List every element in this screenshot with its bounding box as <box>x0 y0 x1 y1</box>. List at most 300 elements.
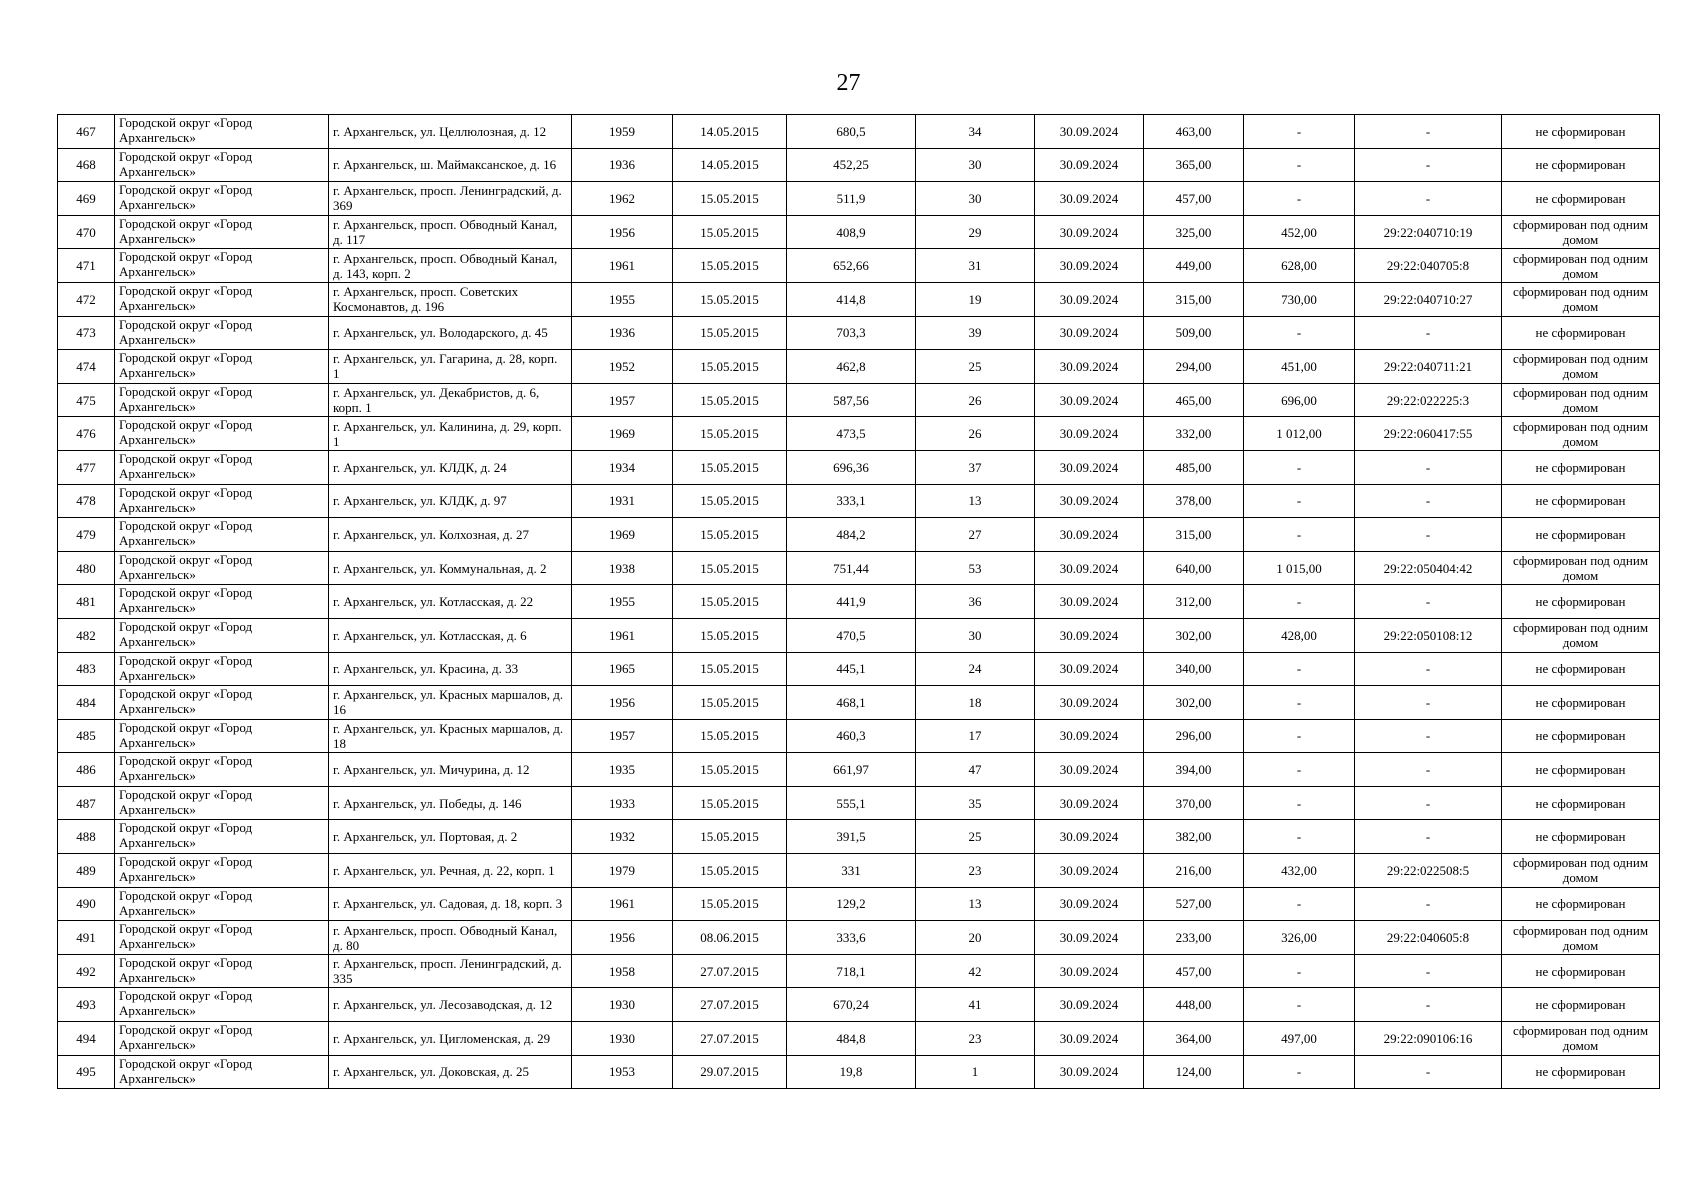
municipality-cell: Городской округ «Город Архангельск» <box>115 417 329 451</box>
cadastral-number-cell: - <box>1355 1055 1502 1089</box>
residents-cell: 23 <box>916 854 1035 888</box>
area-cell: 718,1 <box>787 954 916 988</box>
land-status-cell: не сформирован <box>1502 786 1660 820</box>
row-number-cell: 495 <box>58 1055 115 1089</box>
inclusion-date-cell: 15.05.2015 <box>673 215 787 249</box>
footprint-area-cell: 485,00 <box>1144 450 1244 484</box>
build-year-cell: 1979 <box>572 854 673 888</box>
table-row <box>58 215 1660 249</box>
municipality-cell: Городской округ «Город Архангельск» <box>115 652 329 686</box>
row-number-cell: 473 <box>58 316 115 350</box>
land-status-cell: не сформирован <box>1502 518 1660 552</box>
footprint-area-cell: 302,00 <box>1144 686 1244 720</box>
land-area-cell: - <box>1244 820 1355 854</box>
municipality-cell: Городской округ «Город Архангельск» <box>115 686 329 720</box>
address-cell: г. Архангельск, ул. КЛДК, д. 97 <box>329 484 572 518</box>
registry-body <box>58 115 1660 1089</box>
footprint-area-cell: 294,00 <box>1144 350 1244 384</box>
residents-cell: 19 <box>916 282 1035 316</box>
inclusion-date-cell: 15.05.2015 <box>673 417 787 451</box>
build-year-cell: 1956 <box>572 686 673 720</box>
planned-date-cell: 30.09.2024 <box>1035 786 1144 820</box>
municipality-cell: Городской округ «Город Архангельск» <box>115 786 329 820</box>
planned-date-cell: 30.09.2024 <box>1035 450 1144 484</box>
residents-cell: 31 <box>916 249 1035 283</box>
address-cell: г. Архангельск, просп. Ленинградский, д. 335 <box>329 954 572 988</box>
municipality-cell: Городской округ «Город Архангельск» <box>115 854 329 888</box>
inclusion-date-cell: 27.07.2015 <box>673 988 787 1022</box>
row-number-cell: 471 <box>58 249 115 283</box>
footprint-area-cell: 315,00 <box>1144 518 1244 552</box>
footprint-area-cell: 509,00 <box>1144 316 1244 350</box>
land-area-cell: - <box>1244 988 1355 1022</box>
row-number-cell: 487 <box>58 786 115 820</box>
cadastral-number-cell: - <box>1355 652 1502 686</box>
build-year-cell: 1952 <box>572 350 673 384</box>
build-year-cell: 1955 <box>572 282 673 316</box>
area-cell: 445,1 <box>787 652 916 686</box>
table-row <box>58 518 1660 552</box>
address-cell: г. Архангельск, ул. Целлюлозная, д. 12 <box>329 115 572 149</box>
footprint-area-cell: 315,00 <box>1144 282 1244 316</box>
land-status-cell: сформирован под одним домом <box>1502 1022 1660 1056</box>
residents-cell: 37 <box>916 450 1035 484</box>
footprint-area-cell: 312,00 <box>1144 585 1244 619</box>
planned-date-cell: 30.09.2024 <box>1035 350 1144 384</box>
cadastral-number-cell: - <box>1355 585 1502 619</box>
cadastral-number-cell: 29:22:022225:3 <box>1355 383 1502 417</box>
area-cell: 696,36 <box>787 450 916 484</box>
inclusion-date-cell: 15.05.2015 <box>673 719 787 753</box>
planned-date-cell: 30.09.2024 <box>1035 484 1144 518</box>
cadastral-number-cell: - <box>1355 786 1502 820</box>
land-status-cell: сформирован под одним домом <box>1502 215 1660 249</box>
residents-cell: 36 <box>916 585 1035 619</box>
table-row <box>58 988 1660 1022</box>
cadastral-number-cell: 29:22:040605:8 <box>1355 921 1502 955</box>
municipality-cell: Городской округ «Город Архангельск» <box>115 719 329 753</box>
residents-cell: 34 <box>916 115 1035 149</box>
area-cell: 511,9 <box>787 182 916 216</box>
municipality-cell: Городской округ «Город Архангельск» <box>115 450 329 484</box>
table-row <box>58 316 1660 350</box>
row-number-cell: 489 <box>58 854 115 888</box>
planned-date-cell: 30.09.2024 <box>1035 719 1144 753</box>
table-row <box>58 1022 1660 1056</box>
area-cell: 587,56 <box>787 383 916 417</box>
table-row <box>58 249 1660 283</box>
build-year-cell: 1953 <box>572 1055 673 1089</box>
address-cell: г. Архангельск, ул. Доковская, д. 25 <box>329 1055 572 1089</box>
address-cell: г. Архангельск, просп. Советских Космонавтов, д. 196 <box>329 282 572 316</box>
cadastral-number-cell: - <box>1355 719 1502 753</box>
residents-cell: 25 <box>916 820 1035 854</box>
footprint-area-cell: 382,00 <box>1144 820 1244 854</box>
land-area-cell: 628,00 <box>1244 249 1355 283</box>
row-number-cell: 467 <box>58 115 115 149</box>
residents-cell: 25 <box>916 350 1035 384</box>
build-year-cell: 1930 <box>572 988 673 1022</box>
land-status-cell: не сформирован <box>1502 316 1660 350</box>
build-year-cell: 1934 <box>572 450 673 484</box>
planned-date-cell: 30.09.2024 <box>1035 618 1144 652</box>
residents-cell: 24 <box>916 652 1035 686</box>
land-status-cell: не сформирован <box>1502 450 1660 484</box>
area-cell: 19,8 <box>787 1055 916 1089</box>
table-row <box>58 551 1660 585</box>
address-cell: г. Архангельск, ул. Красных маршалов, д. 16 <box>329 686 572 720</box>
row-number-cell: 469 <box>58 182 115 216</box>
address-cell: г. Архангельск, просп. Обводный Канал, д. 143, корп. 2 <box>329 249 572 283</box>
land-area-cell: - <box>1244 450 1355 484</box>
footprint-area-cell: 448,00 <box>1144 988 1244 1022</box>
inclusion-date-cell: 15.05.2015 <box>673 753 787 787</box>
residents-cell: 41 <box>916 988 1035 1022</box>
footprint-area-cell: 449,00 <box>1144 249 1244 283</box>
land-area-cell: 730,00 <box>1244 282 1355 316</box>
build-year-cell: 1935 <box>572 753 673 787</box>
address-cell: г. Архангельск, ул. Колхозная, д. 27 <box>329 518 572 552</box>
row-number-cell: 480 <box>58 551 115 585</box>
row-number-cell: 472 <box>58 282 115 316</box>
inclusion-date-cell: 27.07.2015 <box>673 954 787 988</box>
land-area-cell: - <box>1244 753 1355 787</box>
footprint-area-cell: 527,00 <box>1144 887 1244 921</box>
footprint-area-cell: 216,00 <box>1144 854 1244 888</box>
table-row <box>58 618 1660 652</box>
build-year-cell: 1957 <box>572 383 673 417</box>
address-cell: г. Архангельск, ул. Коммунальная, д. 2 <box>329 551 572 585</box>
inclusion-date-cell: 15.05.2015 <box>673 484 787 518</box>
land-status-cell: не сформирован <box>1502 988 1660 1022</box>
row-number-cell: 470 <box>58 215 115 249</box>
municipality-cell: Городской округ «Город Архангельск» <box>115 316 329 350</box>
cadastral-number-cell: - <box>1355 148 1502 182</box>
table-row <box>58 182 1660 216</box>
table-row <box>58 585 1660 619</box>
residents-cell: 42 <box>916 954 1035 988</box>
planned-date-cell: 30.09.2024 <box>1035 249 1144 283</box>
residents-cell: 13 <box>916 887 1035 921</box>
land-status-cell: сформирован под одним домом <box>1502 551 1660 585</box>
footprint-area-cell: 457,00 <box>1144 954 1244 988</box>
land-area-cell: 428,00 <box>1244 618 1355 652</box>
cadastral-number-cell: 29:22:040705:8 <box>1355 249 1502 283</box>
inclusion-date-cell: 15.05.2015 <box>673 518 787 552</box>
land-status-cell: не сформирован <box>1502 719 1660 753</box>
municipality-cell: Городской округ «Город Архангельск» <box>115 383 329 417</box>
inclusion-date-cell: 15.05.2015 <box>673 450 787 484</box>
cadastral-number-cell: - <box>1355 518 1502 552</box>
residents-cell: 53 <box>916 551 1035 585</box>
table-row <box>58 450 1660 484</box>
table-row <box>58 887 1660 921</box>
land-area-cell: - <box>1244 719 1355 753</box>
residents-cell: 30 <box>916 618 1035 652</box>
address-cell: г. Архангельск, ул. Садовая, д. 18, корп. 3 <box>329 887 572 921</box>
planned-date-cell: 30.09.2024 <box>1035 887 1144 921</box>
municipality-cell: Городской округ «Город Архангельск» <box>115 753 329 787</box>
land-area-cell: 451,00 <box>1244 350 1355 384</box>
page-number: 27 <box>836 70 861 96</box>
planned-date-cell: 30.09.2024 <box>1035 854 1144 888</box>
address-cell: г. Архангельск, просп. Обводный Канал, д. 80 <box>329 921 572 955</box>
land-status-cell: сформирован под одним домом <box>1502 417 1660 451</box>
build-year-cell: 1933 <box>572 786 673 820</box>
build-year-cell: 1955 <box>572 585 673 619</box>
municipality-cell: Городской округ «Город Архангельск» <box>115 618 329 652</box>
land-status-cell: не сформирован <box>1502 182 1660 216</box>
row-number-cell: 481 <box>58 585 115 619</box>
planned-date-cell: 30.09.2024 <box>1035 921 1144 955</box>
build-year-cell: 1961 <box>572 618 673 652</box>
residents-cell: 1 <box>916 1055 1035 1089</box>
land-status-cell: не сформирован <box>1502 115 1660 149</box>
row-number-cell: 483 <box>58 652 115 686</box>
cadastral-number-cell: - <box>1355 954 1502 988</box>
build-year-cell: 1936 <box>572 316 673 350</box>
build-year-cell: 1965 <box>572 652 673 686</box>
footprint-area-cell: 394,00 <box>1144 753 1244 787</box>
area-cell: 470,5 <box>787 618 916 652</box>
planned-date-cell: 30.09.2024 <box>1035 954 1144 988</box>
inclusion-date-cell: 15.05.2015 <box>673 316 787 350</box>
land-area-cell: - <box>1244 182 1355 216</box>
footprint-area-cell: 233,00 <box>1144 921 1244 955</box>
area-cell: 680,5 <box>787 115 916 149</box>
land-status-cell: не сформирован <box>1502 1055 1660 1089</box>
residents-cell: 27 <box>916 518 1035 552</box>
land-area-cell: - <box>1244 686 1355 720</box>
area-cell: 462,8 <box>787 350 916 384</box>
area-cell: 333,1 <box>787 484 916 518</box>
land-area-cell: 497,00 <box>1244 1022 1355 1056</box>
municipality-cell: Городской округ «Город Архангельск» <box>115 182 329 216</box>
build-year-cell: 1969 <box>572 518 673 552</box>
footprint-area-cell: 302,00 <box>1144 618 1244 652</box>
municipality-cell: Городской округ «Город Архангельск» <box>115 954 329 988</box>
planned-date-cell: 30.09.2024 <box>1035 383 1144 417</box>
inclusion-date-cell: 15.05.2015 <box>673 182 787 216</box>
footprint-area-cell: 124,00 <box>1144 1055 1244 1089</box>
area-cell: 391,5 <box>787 820 916 854</box>
land-area-cell: - <box>1244 887 1355 921</box>
inclusion-date-cell: 15.05.2015 <box>673 282 787 316</box>
planned-date-cell: 30.09.2024 <box>1035 316 1144 350</box>
inclusion-date-cell: 15.05.2015 <box>673 652 787 686</box>
row-number-cell: 468 <box>58 148 115 182</box>
planned-date-cell: 30.09.2024 <box>1035 1055 1144 1089</box>
residents-cell: 13 <box>916 484 1035 518</box>
address-cell: г. Архангельск, ул. Декабристов, д. 6, корп. 1 <box>329 383 572 417</box>
address-cell: г. Архангельск, ул. Калинина, д. 29, корп. 1 <box>329 417 572 451</box>
land-area-cell: - <box>1244 484 1355 518</box>
table-row <box>58 383 1660 417</box>
table-row <box>58 282 1660 316</box>
table-row <box>58 719 1660 753</box>
land-area-cell: - <box>1244 316 1355 350</box>
land-area-cell: 326,00 <box>1244 921 1355 955</box>
footprint-area-cell: 365,00 <box>1144 148 1244 182</box>
residents-cell: 26 <box>916 417 1035 451</box>
footprint-area-cell: 463,00 <box>1144 115 1244 149</box>
land-status-cell: сформирован под одним домом <box>1502 618 1660 652</box>
land-area-cell: - <box>1244 148 1355 182</box>
land-status-cell: не сформирован <box>1502 686 1660 720</box>
row-number-cell: 482 <box>58 618 115 652</box>
cadastral-number-cell: - <box>1355 450 1502 484</box>
cadastral-number-cell: - <box>1355 686 1502 720</box>
land-status-cell: не сформирован <box>1502 148 1660 182</box>
build-year-cell: 1961 <box>572 887 673 921</box>
housing-registry-table <box>57 114 1660 1089</box>
land-area-cell: - <box>1244 1055 1355 1089</box>
row-number-cell: 474 <box>58 350 115 384</box>
address-cell: г. Архангельск, просп. Обводный Канал, д. 117 <box>329 215 572 249</box>
row-number-cell: 492 <box>58 954 115 988</box>
residents-cell: 30 <box>916 182 1035 216</box>
land-area-cell: - <box>1244 652 1355 686</box>
municipality-cell: Городской округ «Город Архангельск» <box>115 484 329 518</box>
table-row <box>58 652 1660 686</box>
address-cell: г. Архангельск, ул. Гагарина, д. 28, корп. 1 <box>329 350 572 384</box>
build-year-cell: 1930 <box>572 1022 673 1056</box>
footprint-area-cell: 640,00 <box>1144 551 1244 585</box>
municipality-cell: Городской округ «Город Архангельск» <box>115 988 329 1022</box>
address-cell: г. Архангельск, ул. Красных маршалов, д. 18 <box>329 719 572 753</box>
land-area-cell: - <box>1244 954 1355 988</box>
cadastral-number-cell: - <box>1355 316 1502 350</box>
row-number-cell: 477 <box>58 450 115 484</box>
area-cell: 661,97 <box>787 753 916 787</box>
row-number-cell: 485 <box>58 719 115 753</box>
residents-cell: 26 <box>916 383 1035 417</box>
cadastral-number-cell: 29:22:022508:5 <box>1355 854 1502 888</box>
municipality-cell: Городской округ «Город Архангельск» <box>115 551 329 585</box>
table-row <box>58 786 1660 820</box>
planned-date-cell: 30.09.2024 <box>1035 686 1144 720</box>
land-area-cell: 452,00 <box>1244 215 1355 249</box>
planned-date-cell: 30.09.2024 <box>1035 518 1144 552</box>
footprint-area-cell: 340,00 <box>1144 652 1244 686</box>
build-year-cell: 1938 <box>572 551 673 585</box>
inclusion-date-cell: 15.05.2015 <box>673 383 787 417</box>
area-cell: 333,6 <box>787 921 916 955</box>
inclusion-date-cell: 15.05.2015 <box>673 786 787 820</box>
land-status-cell: сформирован под одним домом <box>1502 249 1660 283</box>
row-number-cell: 479 <box>58 518 115 552</box>
table-row <box>58 417 1660 451</box>
build-year-cell: 1969 <box>572 417 673 451</box>
cadastral-number-cell: - <box>1355 887 1502 921</box>
cadastral-number-cell: - <box>1355 753 1502 787</box>
build-year-cell: 1959 <box>572 115 673 149</box>
build-year-cell: 1957 <box>572 719 673 753</box>
planned-date-cell: 30.09.2024 <box>1035 282 1144 316</box>
residents-cell: 35 <box>916 786 1035 820</box>
land-status-cell: не сформирован <box>1502 887 1660 921</box>
cadastral-number-cell: 29:22:040710:27 <box>1355 282 1502 316</box>
planned-date-cell: 30.09.2024 <box>1035 417 1144 451</box>
land-status-cell: сформирован под одним домом <box>1502 383 1660 417</box>
land-status-cell: не сформирован <box>1502 585 1660 619</box>
municipality-cell: Городской округ «Город Архангельск» <box>115 215 329 249</box>
land-status-cell: сформирован под одним домом <box>1502 282 1660 316</box>
row-number-cell: 491 <box>58 921 115 955</box>
land-status-cell: не сформирован <box>1502 753 1660 787</box>
address-cell: г. Архангельск, ул. Цигломенская, д. 29 <box>329 1022 572 1056</box>
land-status-cell: не сформирован <box>1502 652 1660 686</box>
land-area-cell: - <box>1244 518 1355 552</box>
planned-date-cell: 30.09.2024 <box>1035 1022 1144 1056</box>
land-status-cell: сформирован под одним домом <box>1502 854 1660 888</box>
area-cell: 751,44 <box>787 551 916 585</box>
land-status-cell: не сформирован <box>1502 954 1660 988</box>
area-cell: 441,9 <box>787 585 916 619</box>
inclusion-date-cell: 08.06.2015 <box>673 921 787 955</box>
municipality-cell: Городской округ «Город Архангельск» <box>115 350 329 384</box>
area-cell: 473,5 <box>787 417 916 451</box>
land-status-cell: сформирован под одним домом <box>1502 350 1660 384</box>
table-row <box>58 854 1660 888</box>
build-year-cell: 1958 <box>572 954 673 988</box>
inclusion-date-cell: 15.05.2015 <box>673 249 787 283</box>
address-cell: г. Архангельск, просп. Ленинградский, д. 369 <box>329 182 572 216</box>
municipality-cell: Городской округ «Город Архангельск» <box>115 115 329 149</box>
table-row <box>58 115 1660 149</box>
row-number-cell: 478 <box>58 484 115 518</box>
municipality-cell: Городской округ «Город Архангельск» <box>115 585 329 619</box>
cadastral-number-cell: 29:22:050108:12 <box>1355 618 1502 652</box>
land-area-cell: 1 012,00 <box>1244 417 1355 451</box>
land-area-cell: 696,00 <box>1244 383 1355 417</box>
municipality-cell: Городской округ «Город Архангельск» <box>115 249 329 283</box>
build-year-cell: 1956 <box>572 921 673 955</box>
area-cell: 652,66 <box>787 249 916 283</box>
footprint-area-cell: 370,00 <box>1144 786 1244 820</box>
table-row <box>58 686 1660 720</box>
address-cell: г. Архангельск, ул. Речная, д. 22, корп. 1 <box>329 854 572 888</box>
area-cell: 129,2 <box>787 887 916 921</box>
planned-date-cell: 30.09.2024 <box>1035 988 1144 1022</box>
inclusion-date-cell: 15.05.2015 <box>673 686 787 720</box>
municipality-cell: Городской округ «Город Архангельск» <box>115 518 329 552</box>
land-status-cell: не сформирован <box>1502 484 1660 518</box>
municipality-cell: Городской округ «Город Архангельск» <box>115 1055 329 1089</box>
municipality-cell: Городской округ «Город Архангельск» <box>115 820 329 854</box>
cadastral-number-cell: - <box>1355 182 1502 216</box>
land-status-cell: сформирован под одним домом <box>1502 921 1660 955</box>
area-cell: 703,3 <box>787 316 916 350</box>
build-year-cell: 1932 <box>572 820 673 854</box>
cadastral-number-cell: - <box>1355 115 1502 149</box>
footprint-area-cell: 457,00 <box>1144 182 1244 216</box>
planned-date-cell: 30.09.2024 <box>1035 753 1144 787</box>
area-cell: 484,8 <box>787 1022 916 1056</box>
planned-date-cell: 30.09.2024 <box>1035 148 1144 182</box>
planned-date-cell: 30.09.2024 <box>1035 652 1144 686</box>
residents-cell: 30 <box>916 148 1035 182</box>
footprint-area-cell: 325,00 <box>1144 215 1244 249</box>
table-row <box>58 921 1660 955</box>
build-year-cell: 1931 <box>572 484 673 518</box>
land-area-cell: - <box>1244 786 1355 820</box>
inclusion-date-cell: 15.05.2015 <box>673 820 787 854</box>
area-cell: 414,8 <box>787 282 916 316</box>
cadastral-number-cell: 29:22:090106:16 <box>1355 1022 1502 1056</box>
planned-date-cell: 30.09.2024 <box>1035 820 1144 854</box>
inclusion-date-cell: 15.05.2015 <box>673 618 787 652</box>
